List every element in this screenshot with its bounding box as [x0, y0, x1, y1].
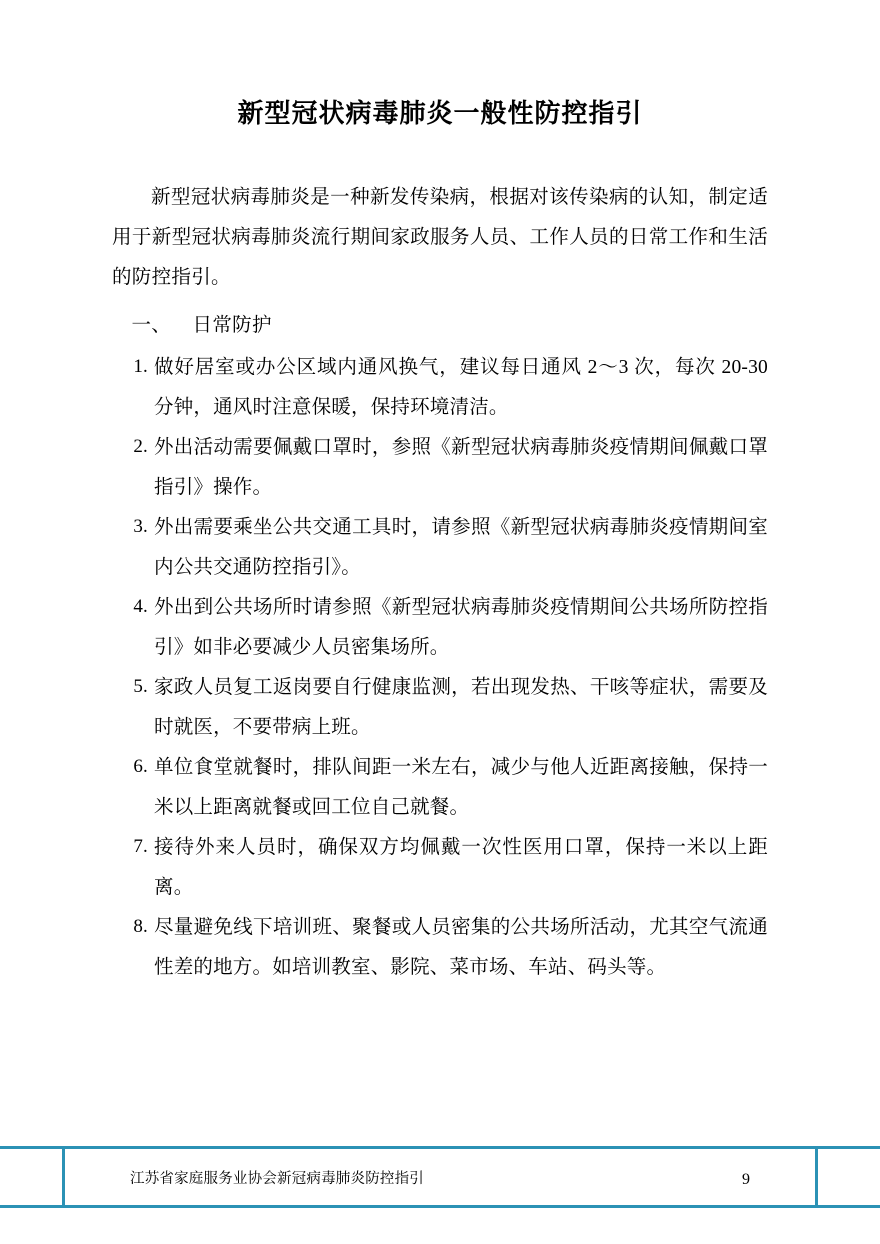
section-heading [112, 306, 768, 346]
list-item [112, 348, 768, 428]
list-item [112, 588, 768, 668]
list-item-marker: 5. [133, 676, 148, 698]
list-item-marker: 4. [133, 596, 148, 618]
footer-text: 江苏省家庭服务业协会新冠病毒肺炎防控指引 [130, 1171, 424, 1187]
list-item-marker: 2. [133, 436, 148, 458]
list-item [112, 668, 768, 748]
list-item [112, 748, 768, 828]
list-item [112, 828, 768, 908]
list-item-text: 接待外来人员时，确保双方均佩戴一次性医用口罩，保持一米以上距离。 [154, 836, 768, 898]
section-label: 日常防护 [192, 315, 272, 337]
guideline-list [112, 348, 768, 988]
list-item [112, 908, 768, 988]
list-item-marker: 3. [133, 516, 148, 538]
footer-rule-top [0, 1146, 880, 1149]
list-item [112, 428, 768, 508]
list-item-marker: 1. [133, 356, 148, 378]
list-item-text: 外出到公共场所时请参照《新型冠状病毒肺炎疫情期间公共场所防控指引》如非必要减少人员密集场所。 [154, 597, 768, 659]
footer-vertical-rule-right [815, 1146, 818, 1208]
list-item-text: 单位食堂就餐时，排队间距一米左右，减少与他人近距离接触，保持一米以上距离就餐或回工位自己就餐。 [154, 756, 768, 818]
intro-paragraph: 新型冠状病毒肺炎是一种新发传染病，根据对该传染病的认知，制定适用于新型冠状病毒肺炎流行期间家政服务人员、工作人员的日常工作和生活的防控指引。 [112, 187, 768, 289]
list-item-text: 尽量避免线下培训班、聚餐或人员密集的公共场所活动，尤其空气流通性差的地方。如培训教室、影院、菜市场、车站、码头等。 [154, 916, 768, 978]
list-item-text: 外出需要乘坐公共交通工具时，请参照《新型冠状病毒肺炎疫情期间室内公共交通防控指引》。 [154, 517, 768, 579]
list-item [112, 508, 768, 588]
list-item-text: 外出活动需要佩戴口罩时，参照《新型冠状病毒肺炎疫情期间佩戴口罩指引》操作。 [154, 437, 768, 499]
list-item-text: 做好居室或办公区域内通风换气，建议每日通风 2～3 次，每次 20-30 分钟，通风时注意保暖，保持环境清洁。 [154, 357, 768, 419]
list-item-marker: 6. [133, 755, 148, 777]
list-item-text: 家政人员复工返岗要自行健康监测，若出现发热、干咳等症状，需要及时就医，不要带病上班。 [154, 677, 768, 738]
list-item-marker: 7. [133, 835, 148, 857]
section-number: 一、 [131, 315, 172, 337]
footer-vertical-rule-left [62, 1146, 65, 1208]
page-title: 新型冠状病毒肺炎一般性防控指引 [237, 99, 643, 128]
footer-page-number: 9 [742, 1171, 750, 1188]
footer-rule-bottom [0, 1205, 880, 1208]
list-item-marker: 8. [133, 915, 148, 937]
